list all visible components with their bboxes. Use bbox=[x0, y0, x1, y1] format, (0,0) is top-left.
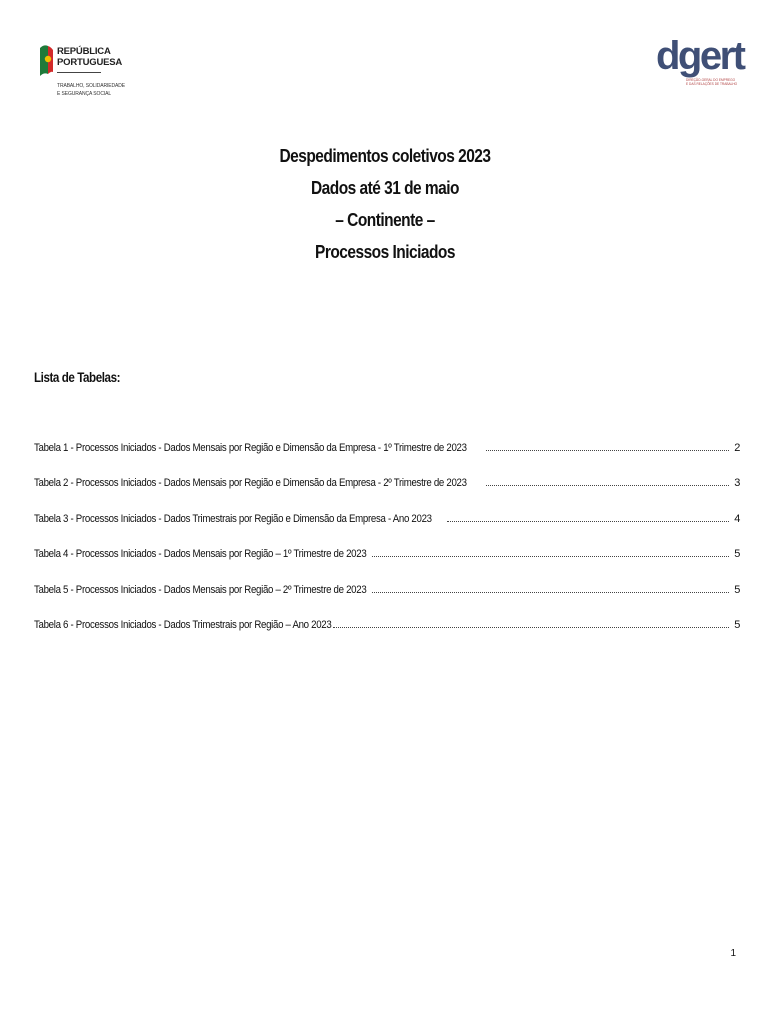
toc-leader-dots bbox=[372, 556, 729, 557]
portuguese-flag-icon bbox=[38, 44, 54, 80]
toc-leader-dots bbox=[372, 592, 729, 593]
toc-entry[interactable] bbox=[34, 548, 740, 583]
toc-entry-label[interactable]: Tabela 4 - Processos Iniciados - Dados Mensais por Região – 1º Trimestre de 2023 bbox=[34, 548, 367, 561]
dgert-subtitle: DIREÇÃO-GERAL DO EMPREGO E DAS RELAÇÕES DE TRABALHO bbox=[686, 78, 738, 86]
logo-divider bbox=[57, 72, 101, 73]
toc-entry-label[interactable]: Tabela 6 - Processos Iniciados - Dados Trimestrais por Região – Ano 2023 bbox=[34, 618, 332, 631]
toc-entry-page: 5 bbox=[734, 618, 740, 631]
ministry-name: TRABALHO, SOLIDARIEDADE E SEGURANÇA SOCIAL bbox=[57, 83, 125, 97]
gov-name: REPÚBLICA PORTUGUESA bbox=[57, 46, 123, 68]
toc-entry[interactable] bbox=[34, 584, 740, 619]
toc-entry-page: 4 bbox=[734, 512, 740, 525]
toc-entry-label[interactable]: Tabela 2 - Processos Iniciados - Dados Mensais por Região e Dimensão da Empresa - 2º Trimestre de 2023 bbox=[34, 477, 467, 490]
list-of-tables-heading: Lista de Tabelas: bbox=[34, 370, 121, 385]
toc-entry-page: 5 bbox=[734, 583, 740, 596]
toc-leader-dots bbox=[333, 627, 729, 628]
title-line-4: Processos Iniciados bbox=[315, 242, 455, 262]
toc-entry-label[interactable]: Tabela 3 - Processos Iniciados - Dados Trimestrais por Região e Dimensão da Empresa - Ano 2023 bbox=[34, 512, 432, 525]
toc-leader-dots bbox=[486, 450, 729, 451]
toc-entry[interactable] bbox=[34, 477, 740, 512]
toc-entry-label[interactable]: Tabela 1 - Processos Iniciados - Dados Mensais por Região e Dimensão da Empresa - 1º Trimestre de 2023 bbox=[34, 442, 467, 454]
toc-entry-label[interactable]: Tabela 5 - Processos Iniciados - Dados Mensais por Região – 2º Trimestre de 2023 bbox=[34, 583, 367, 596]
toc-entry[interactable] bbox=[34, 442, 740, 477]
title-line-3: – Continente – bbox=[335, 210, 435, 230]
table-of-contents bbox=[34, 442, 740, 654]
toc-leader-dots bbox=[486, 485, 729, 486]
document-title bbox=[0, 140, 770, 268]
title-line-2: Dados até 31 de maio bbox=[310, 178, 459, 198]
toc-entry-page: 5 bbox=[734, 548, 740, 561]
dgert-wordmark: dgert bbox=[656, 34, 744, 78]
page-number: 1 bbox=[730, 948, 736, 959]
toc-entry[interactable] bbox=[34, 513, 740, 548]
title-line-1: Despedimentos coletivos 2023 bbox=[279, 146, 491, 166]
page-header bbox=[0, 0, 770, 120]
toc-leader-dots bbox=[447, 521, 729, 522]
toc-entry-page: 2 bbox=[734, 442, 740, 454]
republica-portuguesa-logo bbox=[38, 44, 158, 114]
toc-entry[interactable] bbox=[34, 619, 740, 654]
toc-entry-page: 3 bbox=[734, 477, 740, 490]
dgert-logo bbox=[656, 34, 744, 96]
